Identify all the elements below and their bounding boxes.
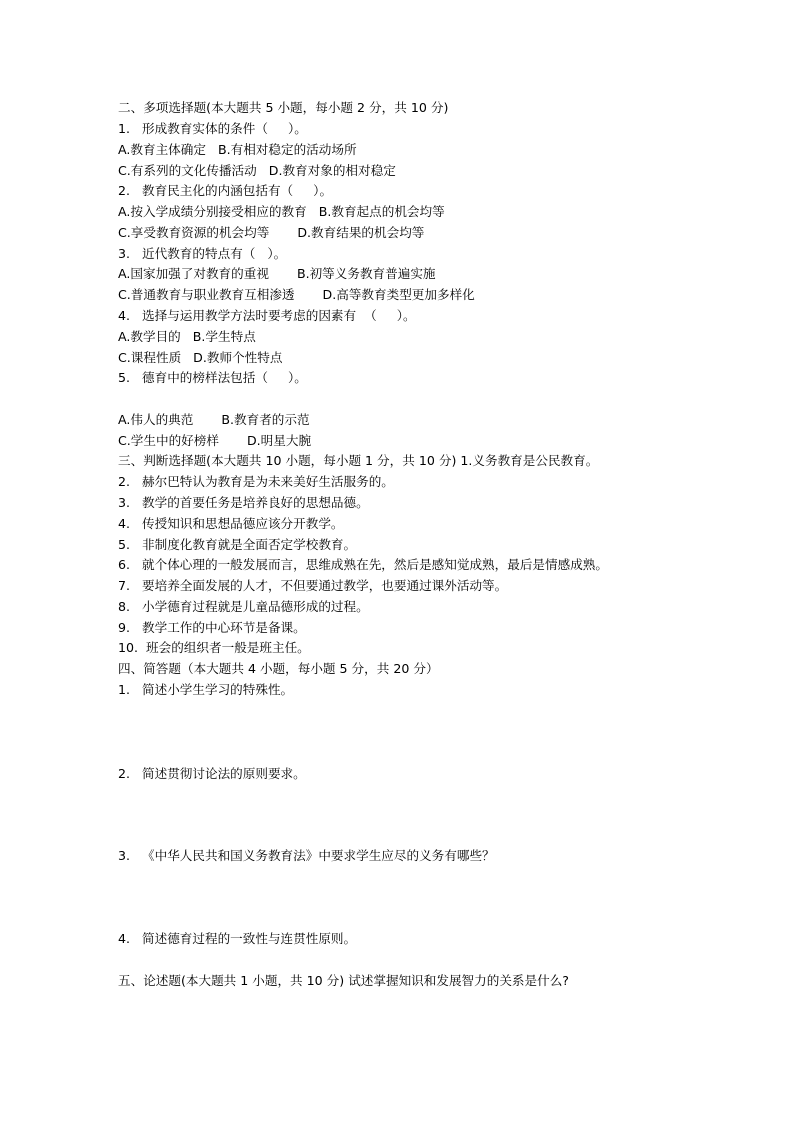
- question-text: 10. 班会的组织者一般是班主任。: [118, 640, 310, 655]
- section-5-heading: 五、论述题(本大题共 1 小题，共 10 分) 试述掌握知识和发展智力的关系是什么?: [118, 973, 569, 988]
- question-text: 3. 《中华人民共和国义务教育法》中要求学生应尽的义务有哪些？: [118, 848, 495, 863]
- question-text: 4. 选择与运用教学方法时要考虑的因素有 （ ）。: [118, 308, 416, 323]
- answer-options: A.国家加强了对教育的重视 B.初等义务教育普遍实施: [118, 266, 436, 281]
- section-4-heading: 四、简答题（本大题共 4 小题，每小题 5 分，共 20 分）: [118, 661, 439, 676]
- answer-options: C.有系列的文化传播活动 D.教育对象的相对稳定: [118, 163, 396, 178]
- answer-options: A.教育主体确定 B.有相对稳定的活动场所: [118, 142, 357, 157]
- question-text: 5. 非制度化教育就是全面否定学校教育。: [118, 537, 357, 552]
- section-3-heading: 三、判断选择题(本大题共 10 小题，每小题 1 分，共 10 分) 1.义务教育是公民教育。: [118, 453, 599, 468]
- question-text: 8. 小学德育过程就是儿童品德形成的过程。: [118, 599, 369, 614]
- question-text: 1. 简述小学生学习的特殊性。: [118, 682, 294, 697]
- question-text: 2. 赫尔巴特认为教育是为未来美好生活服务的。: [118, 474, 394, 489]
- answer-options: A.按入学成绩分别接受相应的教育 B.教育起点的机会均等: [118, 204, 445, 219]
- question-text: 7. 要培养全面发展的人才，不但要通过教学，也要通过课外活动等。: [118, 578, 508, 593]
- question-text: 5. 德育中的榜样法包括（ ）。: [118, 370, 307, 385]
- answer-options: A.伟人的典范 B.教育者的示范: [118, 412, 310, 427]
- section-2-heading: 二、多项选择题(本大题共 5 小题，每小题 2 分，共 10 分): [118, 100, 449, 115]
- answer-options: C.课程性质 D.教师个性特点: [118, 350, 283, 365]
- question-text: 2. 简述贯彻讨论法的原则要求。: [118, 766, 306, 781]
- answer-options: C.享受教育资源的机会均等 D.教育结果的机会均等: [118, 225, 425, 240]
- question-text: 4. 传授知识和思想品德应该分开教学。: [118, 516, 344, 531]
- question-text: 6. 就个体心理的一般发展而言，思维成熟在先，然后是感知觉成熟，最后是情感成熟。: [118, 557, 608, 572]
- question-text: 9. 教学工作的中心环节是备课。: [118, 620, 306, 635]
- question-text: 3. 教学的首要任务是培养良好的思想品德。: [118, 495, 369, 510]
- answer-options: A.教学目的 B.学生特点: [118, 329, 256, 344]
- question-text: 2. 教育民主化的内涵包括有（ ）。: [118, 183, 333, 198]
- question-text: 4. 简述德育过程的一致性与连贯性原则。: [118, 931, 357, 946]
- question-text: 1. 形成教育实体的条件（ ）。: [118, 121, 307, 136]
- question-text: 3. 近代教育的特点有（ ）。: [118, 246, 287, 261]
- answer-options: C.学生中的好榜样 D.明星大腕: [118, 433, 312, 448]
- answer-options: C.普通教育与职业教育互相渗透 D.高等教育类型更加多样化: [118, 287, 475, 302]
